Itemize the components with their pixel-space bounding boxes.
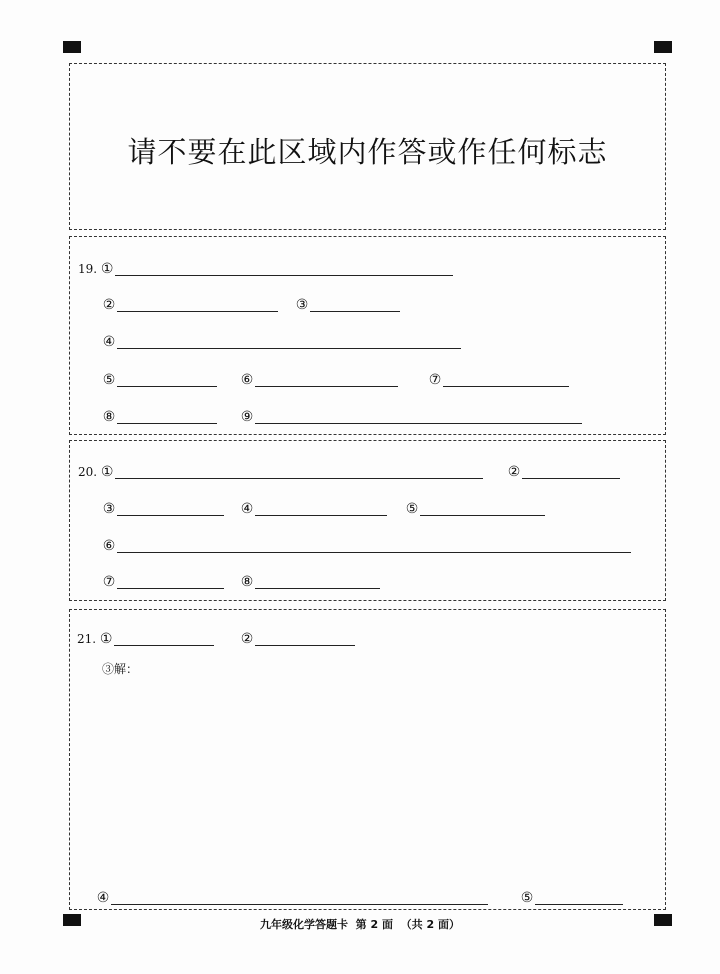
q20-blank-5[interactable] [405, 502, 545, 516]
q21-blank-5[interactable] [520, 891, 623, 905]
blank-index: ② [240, 631, 254, 647]
answer-line[interactable] [535, 894, 623, 905]
blank-index: ⑦ [428, 372, 442, 388]
blank-index: ⑧ [102, 409, 116, 425]
blank-index: ① [99, 631, 113, 647]
answer-line[interactable] [310, 301, 400, 312]
q19-blank-4[interactable] [102, 335, 461, 349]
blank-index: ⑤ [405, 501, 419, 517]
no-answer-notice: 请不要在此区域内作答或作任何标志 [127, 135, 608, 169]
question-21-box [69, 609, 666, 910]
blank-index: ④ [96, 890, 110, 906]
blank-index: ⑤ [520, 890, 534, 906]
q19-blank-2[interactable] [102, 298, 278, 312]
q19-blank-3[interactable] [295, 298, 400, 312]
q20-blank-4[interactable] [240, 502, 387, 516]
blank-index: ③ [102, 501, 116, 517]
q20-blank-3[interactable] [102, 502, 224, 516]
blank-index: ⑨ [240, 409, 254, 425]
blank-index: ⑧ [240, 574, 254, 590]
registration-mark-top-left [63, 41, 81, 53]
blank-index: ② [102, 297, 116, 313]
q19-blank-1[interactable] [78, 262, 453, 276]
page-footer: 九年级化学答题卡 第 2 面 （共 2 面） [260, 918, 460, 931]
answer-line[interactable] [111, 894, 488, 905]
q21-blank-1[interactable] [77, 632, 214, 646]
q19-blank-9[interactable] [240, 410, 582, 424]
blank-index: ② [507, 464, 521, 480]
answer-line[interactable] [117, 413, 217, 424]
answer-line[interactable] [255, 635, 355, 646]
question-20-box [69, 440, 666, 601]
no-answer-zone [69, 63, 666, 230]
q21-solve-label: ③解： [102, 662, 139, 676]
q20-blank-6[interactable] [102, 539, 631, 553]
q19-blank-5[interactable] [102, 373, 217, 387]
question-19-box [69, 236, 666, 435]
answer-line[interactable] [522, 468, 620, 479]
answer-line[interactable] [255, 376, 398, 387]
q20-blank-7[interactable] [102, 575, 224, 589]
answer-line[interactable] [255, 505, 387, 516]
blank-index: ⑥ [102, 538, 116, 554]
answer-line[interactable] [117, 542, 631, 553]
q20-blank-1[interactable] [78, 465, 483, 479]
answer-line[interactable] [443, 376, 569, 387]
answer-line[interactable] [420, 505, 545, 516]
q21-blank-4[interactable] [96, 891, 488, 905]
answer-line[interactable] [117, 301, 278, 312]
blank-index: ① [100, 464, 114, 480]
blank-index: ④ [240, 501, 254, 517]
q20-blank-2[interactable] [507, 465, 620, 479]
blank-index: ④ [102, 334, 116, 350]
answer-line[interactable] [255, 413, 582, 424]
blank-index: ① [100, 261, 114, 277]
answer-line[interactable] [114, 635, 214, 646]
blank-index: ⑦ [102, 574, 116, 590]
blank-index: ⑤ [102, 372, 116, 388]
answer-line[interactable] [117, 338, 461, 349]
q21-blank-2[interactable] [240, 632, 355, 646]
question-number: 20. [78, 465, 98, 479]
q19-blank-8[interactable] [102, 410, 217, 424]
q19-blank-7[interactable] [428, 373, 569, 387]
answer-line[interactable] [255, 578, 380, 589]
answer-line[interactable] [115, 265, 453, 276]
question-number: 19. [78, 262, 98, 276]
q19-blank-6[interactable] [240, 373, 398, 387]
question-number: 21. [77, 632, 97, 646]
q21-solution-area[interactable] [102, 680, 642, 875]
answer-line[interactable] [115, 468, 483, 479]
answer-line[interactable] [117, 578, 224, 589]
answer-line[interactable] [117, 376, 217, 387]
blank-index: ⑥ [240, 372, 254, 388]
answer-line[interactable] [117, 505, 224, 516]
q20-blank-8[interactable] [240, 575, 380, 589]
blank-index: ③ [295, 297, 309, 313]
registration-mark-top-right [654, 41, 672, 53]
